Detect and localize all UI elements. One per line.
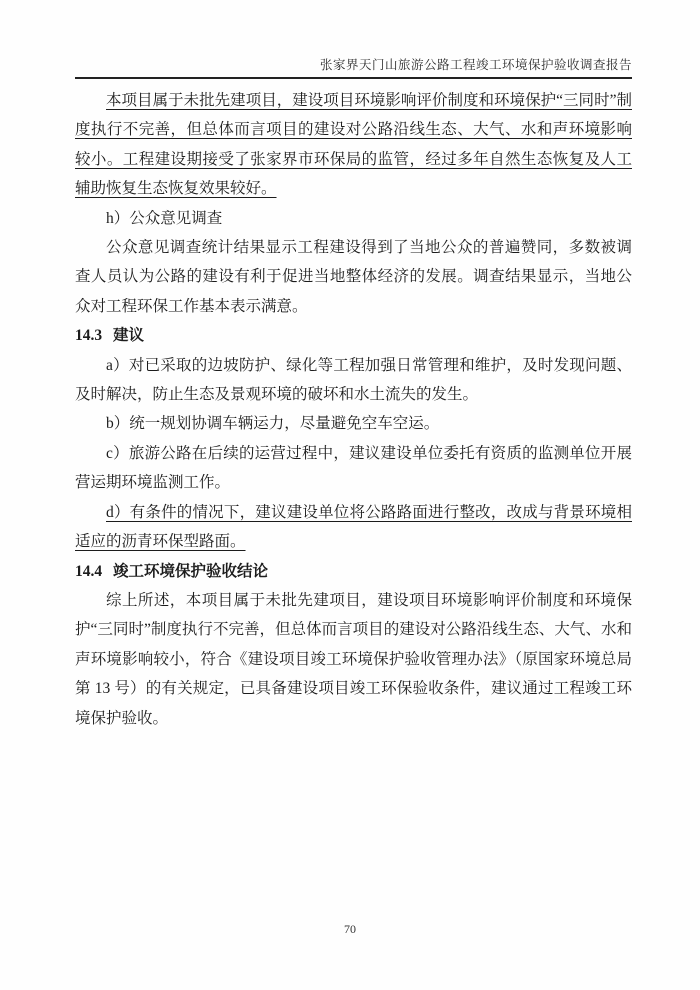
heading-14-3 — [75, 321, 632, 350]
page-footer — [0, 922, 700, 937]
running-header — [75, 56, 632, 74]
list-item-b: b）统一规划协调车辆运力，尽量避免空车空运。 — [106, 415, 440, 433]
paragraph-project-status: 本项目属于未批先建项目，建设项目环境影响评价制度和环境保护“三同时”制度执行不完善，但总体而言项目的建设对公路沿线生态、大气、水和声环境影响较小。工程建设期接受了张家界市环保局的监管，经过多年自然生态恢复及人工辅助恢复生态恢复效果较好。 — [75, 92, 632, 198]
heading-14-4-title: 竣工环境保护验收结论 — [112, 562, 268, 580]
list-item-h: h）公众意见调查 — [106, 209, 223, 227]
heading-14-4-number: 14.4 — [75, 562, 103, 580]
list-item-a: a）对已采取的边坡防护、绿化等工程加强日常管理和维护，及时发现问题、及时解决，防止生态及景观环境的破坏和水土流失的发生。 — [75, 356, 632, 404]
header-rule — [75, 77, 632, 79]
heading-14-4 — [75, 557, 632, 586]
paragraph-conclusion: 综上所述，本项目属于未批先建项目，建设项目环境影响评价制度和环境保护“三同时”制度执行不完善，但总体而言项目的建设对公路沿线生态、大气、水和声环境影响较小，符合《建设项目竣工环境保护验收管理办法》（原国家环境总局第 13 号）的有关规定，已具备建设项目竣工环保验收条件，建议通过工程竣工环境保护验收。 — [75, 591, 632, 727]
list-item-d: d）有条件的情况下，建议建设单位将公路路面进行整改，改成与背景环境相适应的沥青环保型路面。 — [75, 503, 632, 551]
heading-14-3-title: 建议 — [112, 327, 144, 345]
running-header-title: 张家界天门山旅游公路工程竣工环境保护验收调查报告 — [319, 58, 632, 72]
paragraph-public-survey: 公众意见调查统计结果显示工程建设得到了当地公众的普遍赞同，多数被调查人员认为公路的建设有利于促进当地整体经济的发展。调查结果显示，当地公众对工程环保工作基本表示满意。 — [75, 239, 632, 315]
list-item-c: c）旅游公路在后续的运营过程中，建议建设单位委托有资质的监测单位开展营运期环境监测工作。 — [75, 444, 632, 492]
page-number: 70 — [344, 922, 356, 936]
document-body — [75, 86, 632, 733]
heading-14-3-number: 14.3 — [75, 327, 103, 345]
